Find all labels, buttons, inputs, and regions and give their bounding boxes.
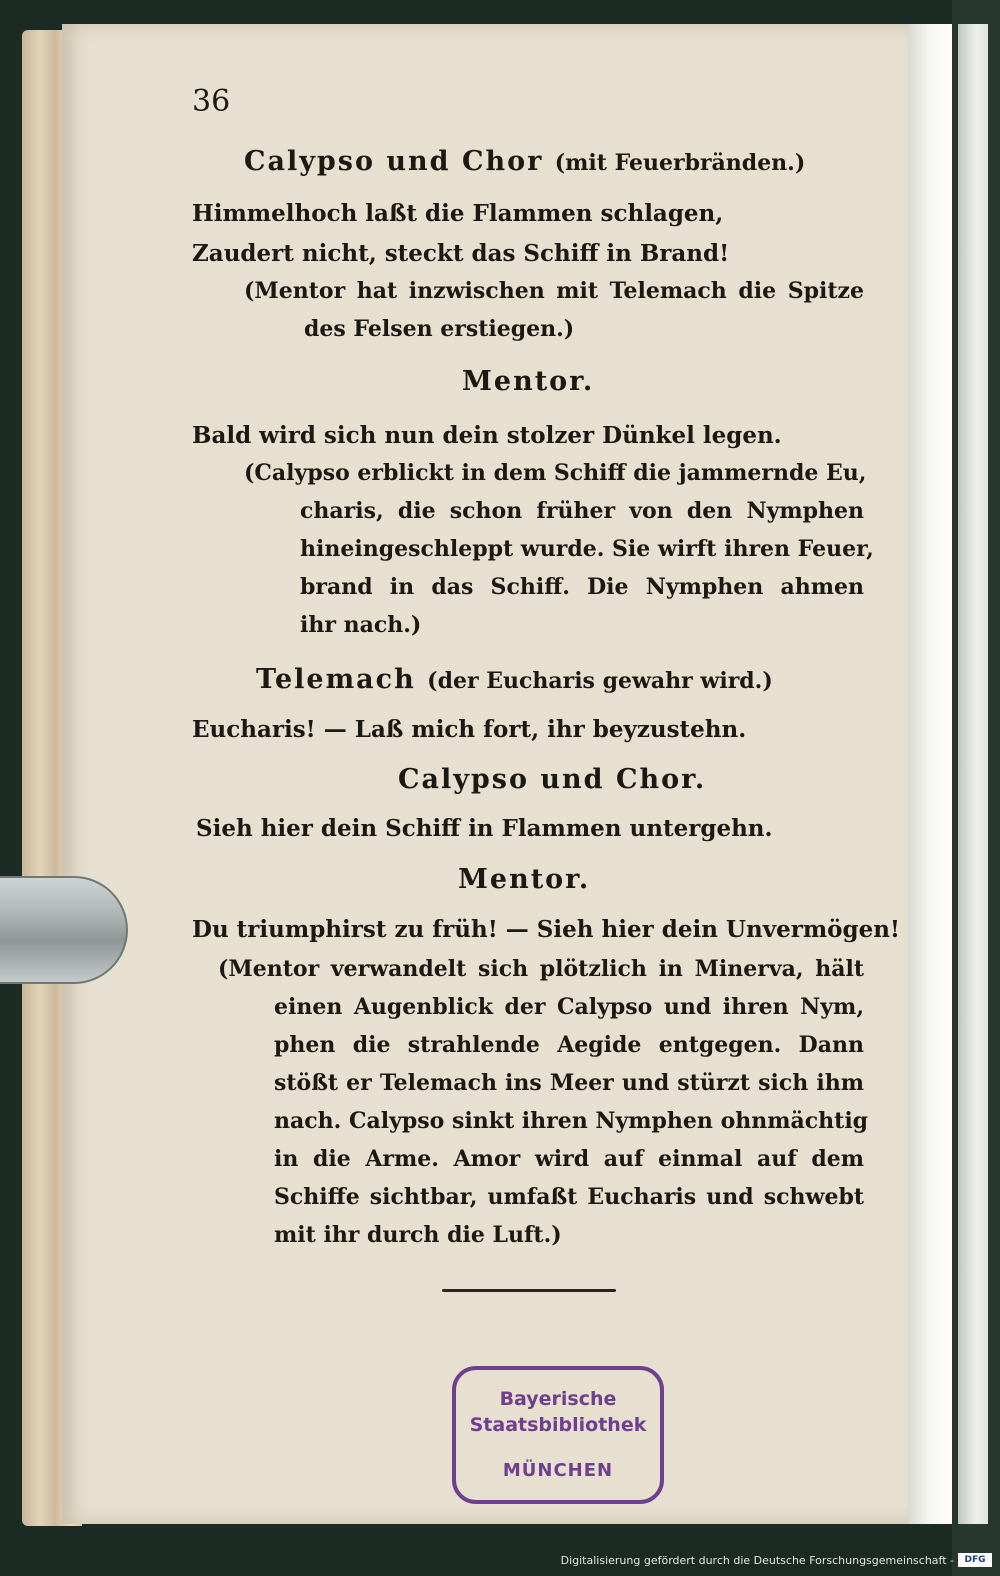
stage-direction: [274, 1184, 864, 1210]
speaker-name: Calypso und Chor: [244, 146, 544, 177]
stage-direction: [300, 498, 864, 524]
stage-direction-line: stößt er Telemach ins Meer und stürzt sich ihm: [274, 1070, 864, 1096]
stage-direction-line: mit ihr durch die Luft.): [274, 1222, 562, 1248]
verse-line: Himmelhoch laßt die Flammen schlagen,: [192, 200, 724, 227]
page-number: 36: [192, 84, 231, 119]
stamp-line: MÜNCHEN: [502, 1460, 614, 1481]
stage-direction-line: des Felsen erstiegen.): [304, 316, 575, 342]
dfg-logo-icon: DFG: [958, 1553, 992, 1567]
stage-direction-line: (Mentor verwandelt sich plötzlich in Minerva, hält: [218, 956, 864, 982]
stage-direction-line: brand in das Schiff. Die Nymphen ahmen: [300, 574, 864, 600]
stage-direction: [274, 1108, 869, 1134]
stage-note: (mit Feuerbränden.): [554, 150, 806, 176]
stage-direction-line: nach. Calypso sinkt ihren Nymphen ohnmächtig: [274, 1108, 869, 1134]
stage-direction: [300, 536, 874, 562]
verse-line: Eucharis! — Laß mich fort, ihr beyzustehn.: [192, 716, 747, 743]
verse-line: Du triumphirst zu früh! — Sieh hier dein Unvermögen!: [192, 916, 901, 943]
stage-direction: [244, 278, 864, 304]
library-stamp: [452, 1366, 664, 1504]
stage-direction-line: (Calypso erblickt in dem Schiff die jammernde Eu,: [244, 460, 867, 486]
speaker-heading: Mentor.: [462, 366, 595, 397]
speaker-name: Telemach: [256, 664, 416, 695]
stage-direction-line: in die Arme. Amor wird auf einmal auf dem: [274, 1146, 864, 1172]
stage-note: (der Eucharis gewahr wird.): [427, 668, 773, 694]
stage-direction: [274, 1070, 864, 1096]
verse-line: Zaudert nicht, steckt das Schiff in Brand!: [192, 240, 730, 267]
closing-rule: [442, 1289, 616, 1292]
stage-direction: [300, 574, 864, 600]
stage-direction: [274, 1146, 864, 1172]
stage-direction-line: Schiffe sichtbar, umfaßt Eucharis und schwebt: [274, 1184, 864, 1210]
stage-direction: [274, 994, 864, 1020]
stamp-line: Staatsbibliothek: [469, 1414, 647, 1436]
book-spine: [958, 24, 988, 1524]
stage-direction-line: einen Augenblick der Calypso und ihren Nym,: [274, 994, 864, 1020]
speaker-heading: Mentor.: [458, 864, 591, 895]
stage-direction: [274, 1032, 864, 1058]
stamp-line: Bayerische: [499, 1388, 617, 1410]
digitization-credit: Digitalisierung gefördert durch die Deutsche Forschungsgemeinschaft -: [560, 1554, 954, 1567]
stage-direction-line: ihr nach.): [300, 612, 422, 638]
speaker-heading: [256, 664, 773, 695]
page-clip: [0, 876, 128, 984]
stage-direction-line: hineingeschleppt wurde. Sie wirft ihren Feuer,: [300, 536, 874, 562]
speaker-heading: Calypso und Chor.: [398, 764, 707, 795]
speaker-heading: [244, 146, 805, 177]
verse-line: Bald wird sich nun dein stolzer Dünkel legen.: [192, 422, 782, 449]
stage-direction-line: (Mentor hat inzwischen mit Telemach die Spitze: [244, 278, 864, 304]
verse-line: Sieh hier dein Schiff in Flammen untergehn.: [196, 815, 773, 842]
stage-direction-line: phen die strahlende Aegide entgegen. Dann: [274, 1032, 864, 1058]
stage-direction: [244, 460, 867, 486]
stage-direction: [218, 956, 864, 982]
page-margin-right: [908, 24, 952, 1524]
stage-direction-line: charis, die schon früher von den Nymphen: [300, 498, 864, 524]
